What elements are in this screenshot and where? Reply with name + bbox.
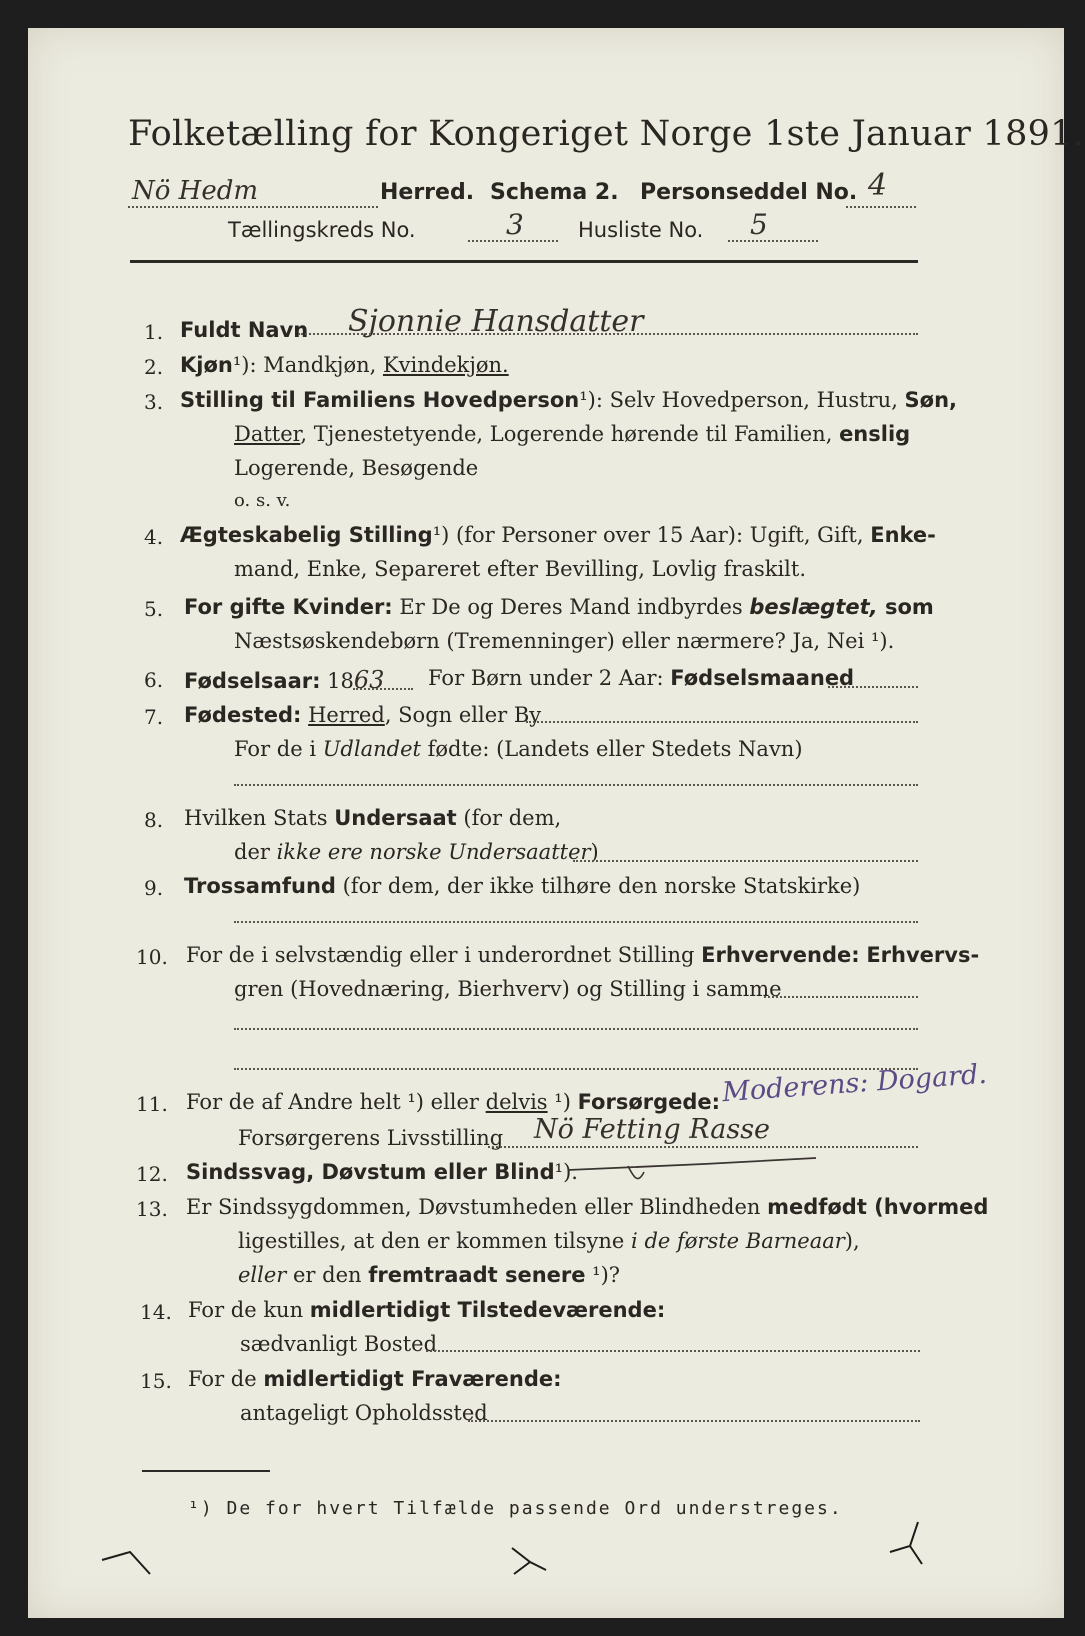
q6-year-value: 63 — [353, 666, 385, 694]
q4-text: ¹) (for Personer over 15 Aar): Ugift, Gift, — [432, 523, 871, 547]
q11-number: 11. — [136, 1092, 168, 1116]
q7-dotline — [526, 721, 918, 723]
q13-text-c: (hvormed — [866, 1195, 989, 1219]
q8-text-a: Hvilken Stats — [184, 806, 335, 830]
q3-line2: , Tjenestetyende, Logerende hørende til Familien, — [300, 422, 840, 446]
herred-label: Herred. — [380, 180, 475, 205]
q15-number: 15. — [140, 1369, 172, 1393]
q3-text-bold: Søn, — [904, 388, 958, 412]
form-title: Folketælling for Kongeriget Norge 1ste Januar 1891. — [128, 114, 1085, 154]
q5-emph: beslægtet, — [749, 595, 878, 619]
q3-text: ¹): Selv Hovedperson, Hustru, — [579, 388, 905, 412]
q2-text: ¹): Mandkjøn, — [232, 353, 383, 377]
q7-line2-a: For de i — [234, 737, 323, 761]
q2-selected-option: Kvindekjøn. — [382, 353, 509, 377]
q4-label: Ægteskabelig Stilling — [180, 523, 433, 547]
q10-line2: gren (Hovednæring, Bierhverv) og Stilling i samme — [234, 977, 782, 1001]
q13-label: medfødt — [767, 1195, 867, 1219]
q9-dotline — [234, 921, 918, 923]
q13-number: 13. — [136, 1197, 168, 1221]
q10-text-a: For de i selvstændig eller i underordnet Stilling — [186, 943, 702, 967]
q3-number: 3. — [144, 390, 164, 414]
schema-label: Schema 2. — [490, 180, 619, 205]
kreds-value: 3 — [506, 208, 524, 241]
personseddel-value: 4 — [868, 168, 888, 203]
q13-line2-a: ligestilles, at den er kommen tilsyne — [238, 1229, 632, 1253]
q8-text-c: (for dem, — [456, 806, 562, 830]
q6-label: Fødselsaar: — [184, 669, 321, 693]
q11-value: Moderens: Dogard. — [721, 1058, 988, 1109]
q8-line2-c: ) — [590, 840, 599, 864]
husliste-dotline — [728, 240, 818, 242]
q1-label: Fuldt Navn — [180, 318, 309, 342]
q6-text: For Børn under 2 Aar: — [428, 666, 671, 690]
kreds-label: Tællingskreds No. — [228, 218, 416, 242]
registration-mark-left — [100, 1540, 160, 1580]
q8-dotline — [573, 860, 918, 862]
q10-label: Erhvervende: — [701, 943, 860, 967]
q6-number: 6. — [144, 668, 164, 692]
q6-dotline-2 — [828, 686, 918, 688]
header-rule — [130, 260, 918, 263]
q13-line2-b: i de første Barneaar — [631, 1229, 845, 1253]
q9-number: 9. — [144, 876, 164, 900]
herred-value: Nö Hedm — [132, 176, 259, 206]
q9-label: Trossamfund — [184, 874, 336, 898]
q13-line2-c: ), — [844, 1229, 860, 1253]
q5-end: som — [877, 595, 934, 619]
q14-line2: sædvanligt Bosted — [240, 1332, 438, 1356]
q15-line2: antageligt Opholdssted — [240, 1401, 488, 1425]
q3-label: Stilling til Familiens Hovedperson — [180, 388, 580, 412]
q12-pen-stroke — [564, 1148, 824, 1188]
q11-value-2: Nö Fetting Rasse — [534, 1114, 771, 1145]
q10-dotline-2 — [234, 1028, 918, 1030]
q15-dotline — [468, 1420, 920, 1422]
registration-mark-center — [506, 1540, 566, 1580]
personseddel-dotline — [846, 206, 916, 208]
husliste-value: 5 — [750, 208, 768, 241]
q5-number: 5. — [144, 597, 164, 621]
q1-dotline — [298, 333, 918, 335]
q10-label-2: Erhvervs- — [866, 943, 980, 967]
q13-line3-d: ¹)? — [585, 1263, 621, 1287]
q6-month-label: Fødselsmaaned — [670, 666, 855, 690]
q7-line2-b: Udlandet — [322, 737, 421, 761]
q6-dotline-1 — [353, 688, 413, 690]
q3-line4: o. s. v. — [234, 490, 291, 511]
q8-label: Undersaat — [334, 806, 457, 830]
census-form-page — [28, 28, 1085, 1618]
q8-line2-b: ikke ere norske Undersaatter — [276, 840, 591, 864]
q10-number: 10. — [136, 945, 168, 969]
q7-line2-c: fødte: (Landets eller Stedets Navn) — [420, 737, 803, 761]
q9-text: (for dem, der ikke tilhøre den norske Statskirke) — [335, 874, 861, 898]
q4-number: 4. — [144, 525, 164, 549]
q4-text-bold: Enke- — [870, 523, 936, 547]
q4-line2: mand, Enke, Separeret efter Bevilling, Lovlig fraskilt. — [234, 557, 807, 581]
q3-line3: Logerende, Besøgende — [234, 456, 479, 480]
q14-dotline — [426, 1350, 920, 1352]
q3-selected-option: Datter — [234, 422, 301, 446]
q12-number: 12. — [136, 1162, 168, 1186]
footnote-rule — [142, 1470, 270, 1472]
herred-dotline — [128, 206, 378, 208]
q14-text-a: For de kun — [188, 1298, 310, 1322]
q11-text-c: ¹) — [547, 1090, 578, 1114]
q13-line3-b: er den — [286, 1263, 369, 1287]
q1-number: 1. — [144, 320, 164, 344]
q7-number: 7. — [144, 705, 164, 729]
q15-label: midlertidigt Fraværende: — [263, 1367, 562, 1391]
q7-dotline-2 — [234, 784, 918, 786]
q3-line2-bold: enslig — [839, 422, 911, 446]
q8-line2-a: der — [234, 840, 277, 864]
q13-line3-a: eller — [238, 1263, 287, 1287]
q10-dotline-1 — [764, 996, 918, 998]
q5-text: Er De og Deres Mand indbyrdes — [392, 595, 750, 619]
q15-text-a: For de — [188, 1367, 264, 1391]
personseddel-label: Personseddel No. — [640, 180, 858, 205]
footnote: ¹) De for hvert Tilfælde passende Ord understreges. — [188, 1498, 843, 1519]
q13-text-a: Er Sindssygdommen, Døvstumheden eller Blindheden — [186, 1195, 768, 1219]
q7-label: Fødested: — [184, 703, 302, 727]
husliste-label: Husliste No. — [578, 218, 704, 242]
q14-label: midlertidigt Tilstedeværende: — [309, 1298, 666, 1322]
q7-text: , Sogn eller By — [384, 703, 542, 727]
kreds-dotline — [468, 240, 558, 242]
q5-label-b: gifte Kvinder: — [229, 595, 393, 619]
q12-text: ¹). — [554, 1160, 578, 1184]
q1-name-value: Sjonnie Hansdatter — [348, 304, 644, 339]
q11-line2: Forsørgerens Livsstilling — [238, 1126, 504, 1150]
registration-mark-right — [878, 1520, 938, 1570]
q5-label-a: For — [184, 595, 230, 619]
q13-line3-c: fremtraadt senere — [368, 1263, 586, 1287]
q6-prefix: 18 — [320, 669, 354, 693]
q11-label: Forsørgede: — [577, 1090, 721, 1114]
q8-number: 8. — [144, 808, 164, 832]
q14-number: 14. — [140, 1300, 172, 1324]
q7-selected-option: Herred — [308, 703, 385, 727]
q2-number: 2. — [144, 355, 164, 379]
q12-label: Sindssvag, Døvstum eller Blind — [186, 1160, 555, 1184]
q2-label: Kjøn — [180, 353, 233, 377]
q11-selected-option: delvis — [485, 1090, 548, 1114]
q5-line2: Næstsøskendebørn (Tremenninger) eller nærmere? Ja, Nei ¹). — [234, 629, 895, 653]
q11-text-a: For de af Andre helt ¹) eller — [186, 1090, 486, 1114]
